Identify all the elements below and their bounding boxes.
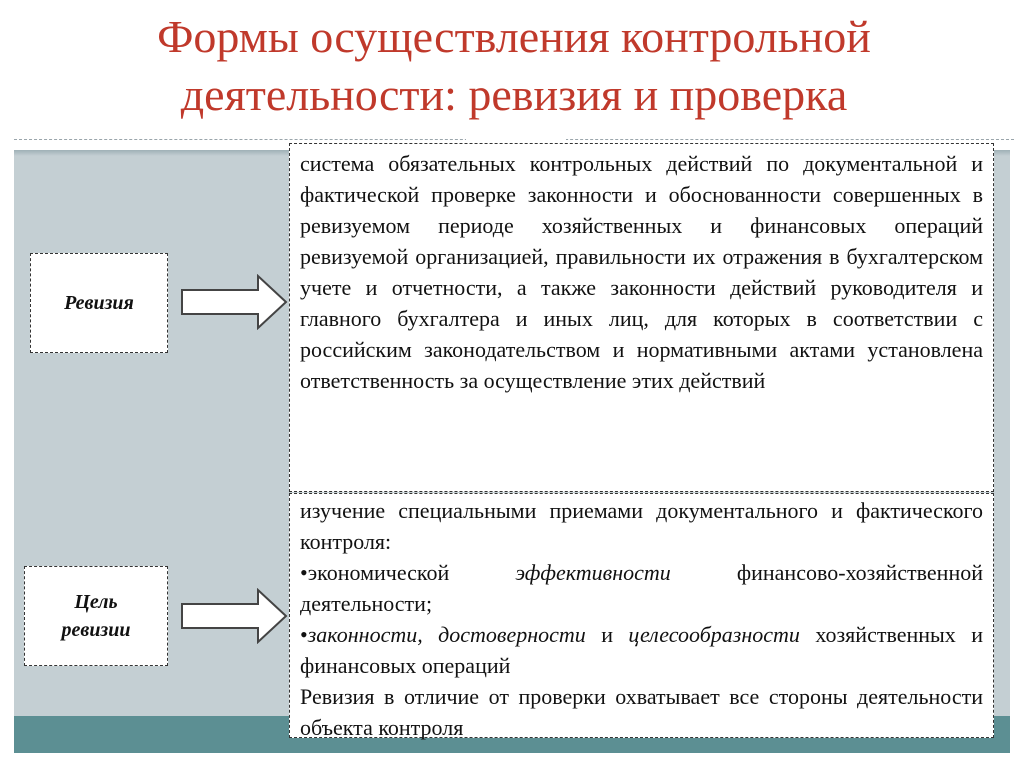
title-line-1: Формы осуществления контрольной: [157, 11, 871, 62]
revision-definition: система обязательных контрольных действий по документальной и фактической проверке законности и обоснованности совершенных в ревизуемом периоде хозяйственных и финансовых операций ревизуемой организацией, правильности их отражения в бухгалтерском учете и отчетности, а также законности действий руководителя и главного бухгалтера и иных лиц, для которых в соответствии с российским законодательством и нормативными актами установлена ответственность за осуществление этих действий: [300, 151, 983, 393]
goal-bullet-2-italic-1: законности, достоверности: [307, 622, 586, 647]
right-arrow-icon: [180, 588, 290, 644]
goal-bullet-1: [300, 557, 983, 619]
goal-bullet-2-bullet: •: [300, 622, 308, 647]
title-area: [0, 0, 1024, 142]
revision-label-box: [30, 253, 168, 353]
goal-bullet-1-italic: эффективности: [515, 560, 671, 585]
right-arrow-icon: [180, 274, 290, 330]
goal-label-line-2: ревизии: [61, 619, 131, 641]
revision-label: Ревизия: [64, 292, 134, 314]
goal-bullet-2: [300, 619, 983, 681]
goal-label-box: [24, 566, 168, 666]
goal-bullet-1-prefix: •экономической: [300, 560, 516, 585]
title-line-2: деятельности: ревизия и проверка: [180, 69, 848, 120]
goal-intro: изучение специальными приемами документального и фактического контроля:: [300, 498, 983, 554]
goal-label-line-1: Цель: [74, 591, 118, 613]
goal-bullet-1-suffix: финансово-хозяйственной деятельности;: [300, 560, 983, 616]
revision-definition-box: [289, 143, 994, 492]
goal-bullet-2-mid: и: [585, 622, 629, 647]
goal-closing: Ревизия в отличие от проверки охватывает все стороны деятельности объекта контроля: [300, 684, 983, 740]
goal-bullet-2-suffix: хозяйственных и финансовых операций: [300, 622, 983, 678]
goal-bullet-2-italic-2: целесообразности: [628, 622, 800, 647]
goal-definition-box: [289, 493, 994, 738]
slide-title: [14, 8, 1014, 124]
